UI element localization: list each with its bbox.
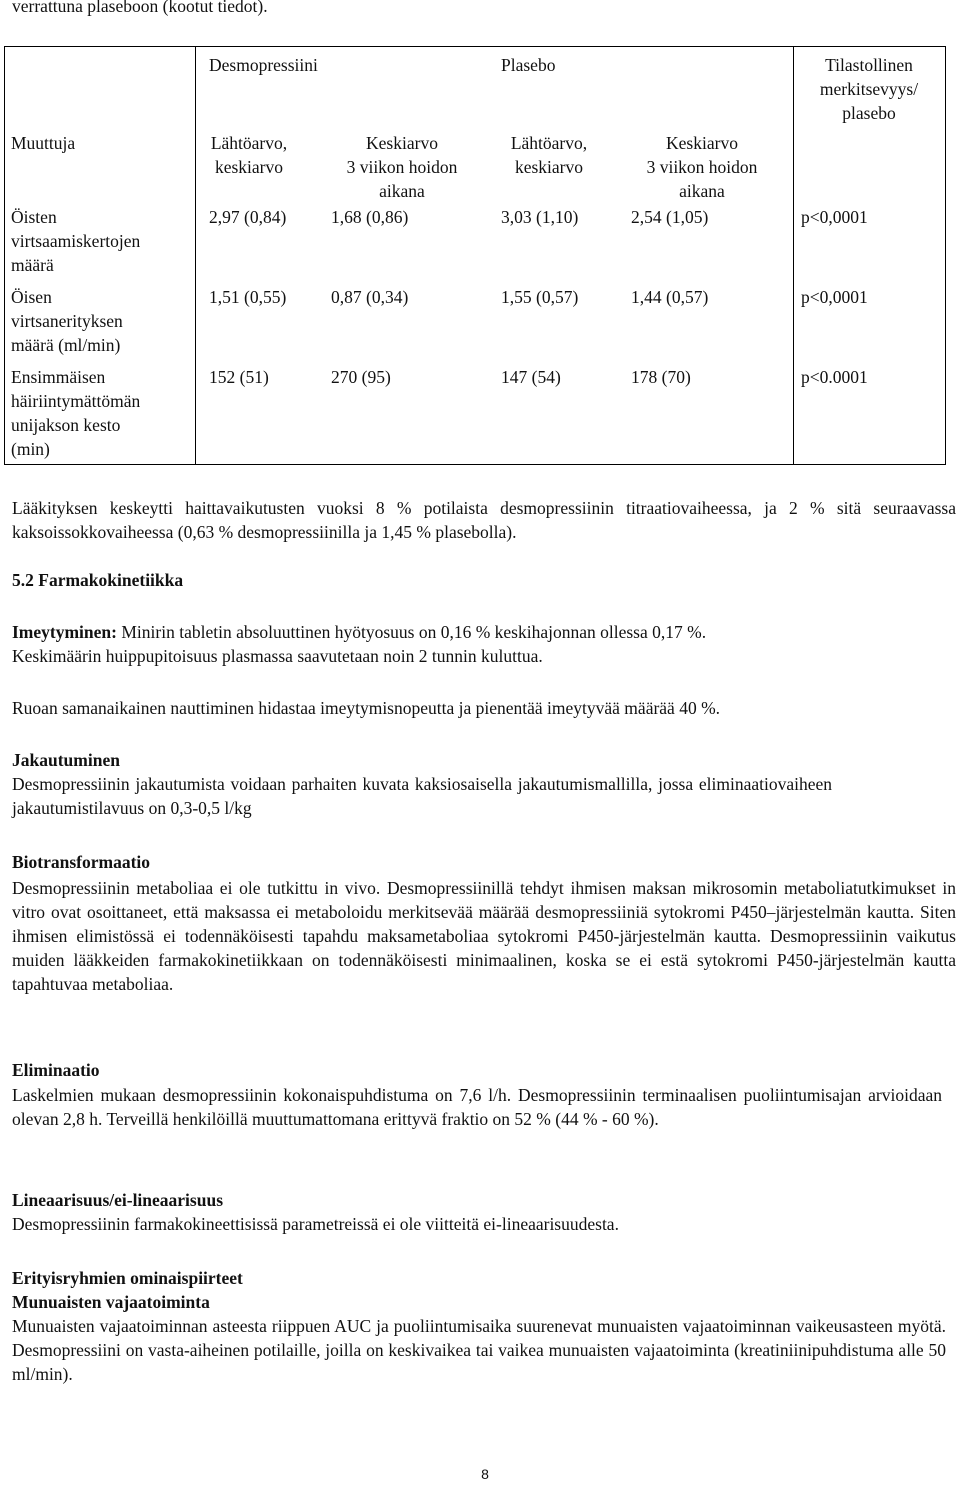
table-cell: 1,55 (0,57)	[501, 287, 579, 307]
absorption-heading: Imeytyminen:	[12, 622, 117, 642]
header-desmopressin: Desmopressiini	[209, 55, 318, 75]
row-label-urine-volume: Öisen virtsanerityksen määrä (ml/min)	[11, 287, 123, 355]
distribution-paragraph: Desmopressiinin jakautumista voidaan parhaiten kuvata kaksiosaisella jakautumismallilla, jossa eliminaatiovaiheen jakautumistilavuus on 0,3-0,5 l/kg	[12, 774, 832, 818]
intro-line: verrattuna plaseboon (kootut tiedot).	[12, 0, 268, 16]
table-cell: 3,03 (1,10)	[501, 207, 579, 227]
header-placebo-mean: Keskiarvo 3 viikon hoidon aikana	[646, 133, 758, 201]
header-desmo-baseline: Lähtöarvo, keskiarvo	[210, 133, 288, 177]
results-table	[4, 46, 946, 465]
header-variable: Muuttuja	[11, 133, 76, 153]
table-cell-p: p<0,0001	[801, 287, 868, 307]
table-cell: 1,44 (0,57)	[631, 287, 709, 307]
table-cell: 2,54 (1,05)	[631, 207, 709, 227]
food-effect-paragraph: Ruoan samanaikainen nauttiminen hidastaa imeytymisnopeutta ja pienentää imeytyvää määrää 40 %.	[12, 698, 721, 718]
table-divider	[195, 47, 196, 464]
elimination-heading: Eliminaatio	[12, 1060, 100, 1080]
table-cell: 152 (51)	[209, 367, 269, 387]
discontinuation-paragraph: Lääkityksen keskeytti haittavaikutusten vuoksi 8 % potilaista desmopressiinin titraatiovaiheessa, ja 2 % sitä seuraavassa kaksoissokkovaiheessa (0,63 % desmopressiinilla ja 1,45 % plasebolla).	[12, 498, 956, 542]
table-cell: 1,68 (0,86)	[331, 207, 409, 227]
table-cell: 1,51 (0,55)	[209, 287, 287, 307]
page-number: 8	[481, 1466, 489, 1482]
table-cell-p: p<0.0001	[801, 367, 868, 387]
table-cell: 2,97 (0,84)	[209, 207, 287, 227]
table-cell: 270 (95)	[331, 367, 391, 387]
header-placebo-baseline: Lähtöarvo, keskiarvo	[510, 133, 588, 177]
linearity-heading: Lineaarisuus/ei-lineaarisuus	[12, 1190, 224, 1210]
elimination-paragraph: Laskelmien mukaan desmopressiinin kokonaispuhdistuma on 7,6 l/h. Desmopressiinin terminaalisen puoliintumisajan arvioidaan olevan 2,8 h. Terveillä henkilöillä muuttumattomana erittyvä fraktio on 52 % (44 % - 60 %).	[12, 1085, 942, 1129]
table-cell: 147 (54)	[501, 367, 561, 387]
table-cell: 0,87 (0,34)	[331, 287, 409, 307]
special-groups-heading: Erityisryhmien ominaispiirteet	[12, 1268, 243, 1288]
header-significance: Tilastollinen merkitsevyys/ plasebo	[819, 55, 919, 123]
row-label-sleep-duration: Ensimmäisen häiriintymättömän unijakson kesto (min)	[11, 367, 141, 459]
table-cell-p: p<0,0001	[801, 207, 868, 227]
renal-impairment-paragraph: Munuaisten vajaatoiminnan asteesta riippuen AUC ja puoliintumisaika suurenevat munuaisten vajaatoiminnan vaikeusasteen myötä. Desmopressiini on vasta-aiheinen potilaille, joilla on keskivaikea tai vaikea munuaisten vajaatoiminta (kreatiniinipuhdistuma alle 50 ml/min).	[12, 1316, 946, 1384]
header-desmo-mean: Keskiarvo 3 viikon hoidon aikana	[346, 133, 458, 201]
linearity-paragraph: Desmopressiinin farmakokineettisissä parametreissä ei ole viitteitä ei-lineaarisuudesta.	[12, 1214, 619, 1234]
header-placebo: Plasebo	[501, 55, 556, 75]
table-cell: 178 (70)	[631, 367, 691, 387]
renal-impairment-heading: Munuaisten vajaatoiminta	[12, 1292, 210, 1312]
biotransformation-paragraph: Desmopressiinin metaboliaa ei ole tutkittu in vivo. Desmopressiinillä tehdyt ihmisen maksan mikrosomin metaboliatutkimukset in vitro ovat osoittaneet, että maksassa ei metaboloidu merkitsevää määrää desmopressiiniä sytokromi P450–järjestelmän kautta. Siten ihmisen elimistössä ei todennäköisesti tapahdu maksametaboliaa sytokromi P450-järjestelmän kautta. Desmopressiinin vaikutus muiden lääkkeiden farmakokinetiikkaan on todennäköisesti minimaalinen, koska se ei estä sytokromi P450-järjestelmän kautta tapahtuvaa metaboliaa.	[12, 878, 956, 994]
biotransformation-heading: Biotransformaatio	[12, 852, 151, 872]
absorption-paragraph: Imeytyminen: Minirin tabletin absoluuttinen hyötyosuus on 0,16 % keskihajonnan ollessa 0,17 %. Keskimäärin huippupitoisuus plasmassa saavutetaan noin 2 tunnin kuluttua.	[12, 622, 707, 666]
row-label-voids: Öisten virtsaamiskertojen määrä	[11, 207, 141, 275]
distribution-heading: Jakautuminen	[12, 750, 120, 770]
section-heading: 5.2 Farmakokinetiikka	[12, 570, 184, 590]
